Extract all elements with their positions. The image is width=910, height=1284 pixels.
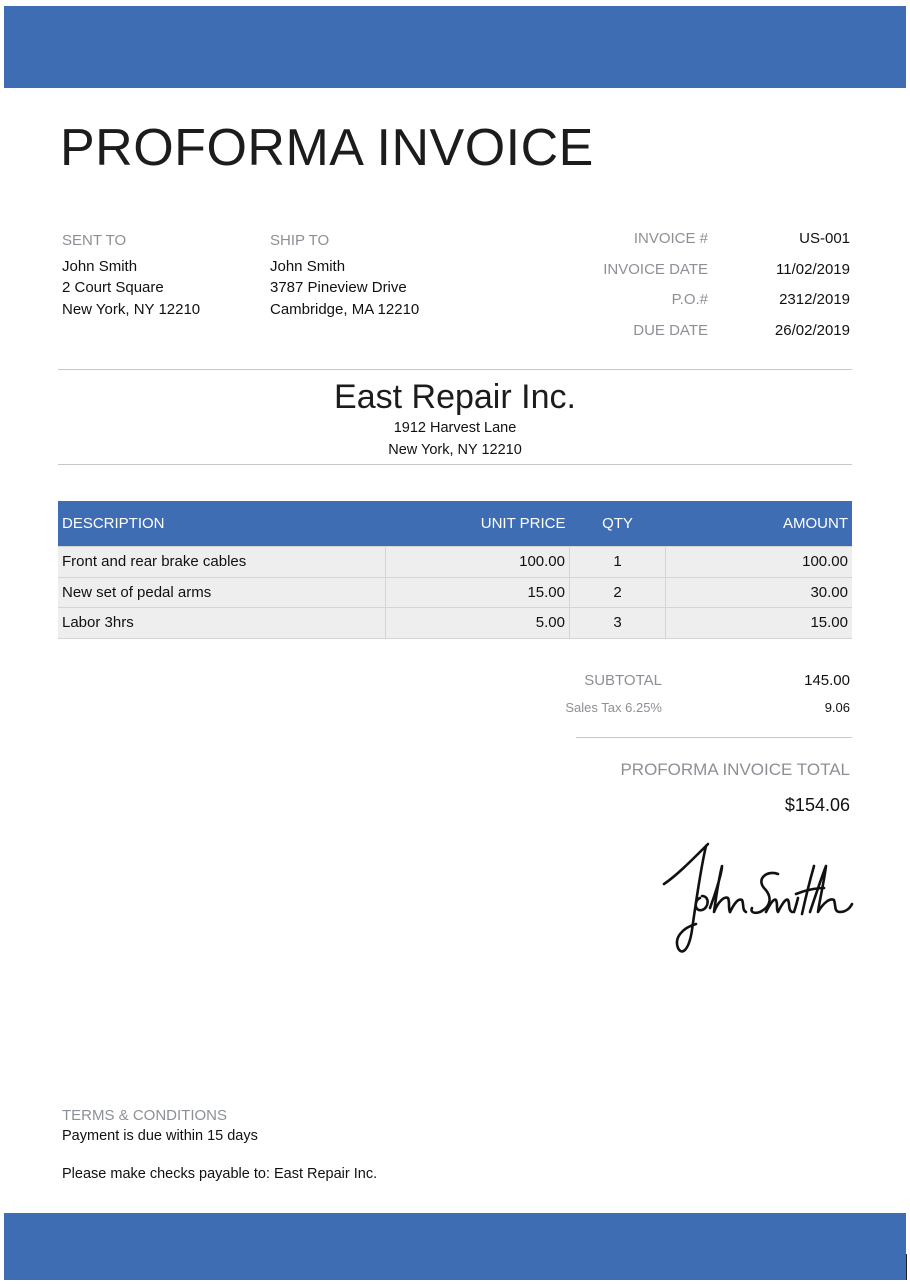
divider-bottom [58, 464, 852, 465]
subtotal-value: 145.00 [804, 672, 850, 689]
invoice-meta [564, 230, 850, 353]
grand-total-label: PROFORMA INVOICE TOTAL [620, 760, 850, 779]
ship-to-address-line1: 3787 Pineview Drive [270, 279, 407, 296]
subtotal-row [544, 672, 850, 689]
cell-amount: 30.00 [666, 577, 853, 608]
tax-label: Sales Tax 6.25% [565, 700, 662, 715]
divider-top [58, 369, 852, 370]
header-band [4, 6, 906, 88]
line-items-table [58, 501, 852, 639]
sent-to-block [62, 230, 200, 320]
ship-to-address-line2: Cambridge, MA 12210 [270, 300, 420, 318]
column-header-amount: AMOUNT [666, 501, 853, 547]
meta-label: P.O.# [671, 291, 708, 309]
cell-amount: 100.00 [666, 547, 853, 578]
company-block [58, 376, 852, 461]
terms-label: TERMS & CONDITIONS [62, 1107, 228, 1124]
meta-value: 11/02/2019 [776, 260, 850, 278]
company-address-line2: New York, NY 12210 [388, 441, 522, 458]
table-row [58, 608, 852, 639]
meta-label: INVOICE # [633, 230, 708, 247]
subtotal-label: SUBTOTAL [584, 672, 662, 689]
tax-value: 9.06 [824, 700, 850, 715]
table-header-row [58, 501, 852, 547]
sent-to-address-line1: 2 Court Square [62, 279, 164, 296]
meta-label: INVOICE DATE [603, 260, 708, 278]
edge-mark [906, 1254, 907, 1280]
grand-total-value: $154.06 [784, 795, 850, 815]
signature-image [656, 832, 856, 962]
tax-row [544, 700, 850, 715]
ship-to-label: SHIP TO [270, 232, 330, 249]
cell-description: Labor 3hrs [58, 608, 386, 639]
sent-to-label: SENT TO [62, 232, 127, 249]
company-address-line1: 1912 Harvest Lane [393, 420, 517, 436]
totals-divider [576, 737, 852, 738]
meta-invoice-date [564, 261, 850, 292]
cell-qty: 1 [570, 547, 666, 578]
cell-unit-price: 15.00 [386, 577, 570, 608]
meta-invoice-number [564, 230, 850, 261]
cell-qty: 2 [570, 577, 666, 608]
cell-qty: 3 [570, 608, 666, 639]
meta-value: 26/02/2019 [774, 322, 850, 340]
column-header-description: DESCRIPTION [58, 501, 386, 547]
meta-value: US-001 [799, 230, 850, 247]
invoice-page [4, 6, 906, 1280]
cell-unit-price: 100.00 [386, 547, 570, 578]
column-header-qty: QTY [570, 501, 666, 547]
meta-due-date [564, 322, 850, 353]
cell-description: New set of pedal arms [58, 577, 386, 608]
meta-po-number [564, 291, 850, 322]
cell-unit-price: 5.00 [386, 608, 570, 639]
document-title: PROFORMA INVOICE [60, 119, 594, 177]
meta-label: DUE DATE [633, 322, 708, 340]
ship-to-name: John Smith [270, 257, 346, 275]
sent-to-name: John Smith [62, 257, 138, 275]
table-row [58, 547, 852, 578]
table-row [58, 577, 852, 608]
cell-amount: 15.00 [666, 608, 853, 639]
footer-band [4, 1213, 906, 1280]
cell-description: Front and rear brake cables [58, 547, 386, 578]
terms-block [62, 1107, 377, 1182]
ship-to-block [270, 230, 419, 320]
meta-value: 2312/2019 [779, 291, 850, 309]
terms-line-checks: Please make checks payable to: East Repair Inc. [62, 1166, 378, 1182]
terms-line-payment: Payment is due within 15 days [62, 1128, 258, 1144]
column-header-unit-price: UNIT PRICE [386, 501, 570, 547]
company-name: East Repair Inc. [334, 378, 576, 416]
sent-to-address-line2: New York, NY 12210 [62, 300, 201, 318]
